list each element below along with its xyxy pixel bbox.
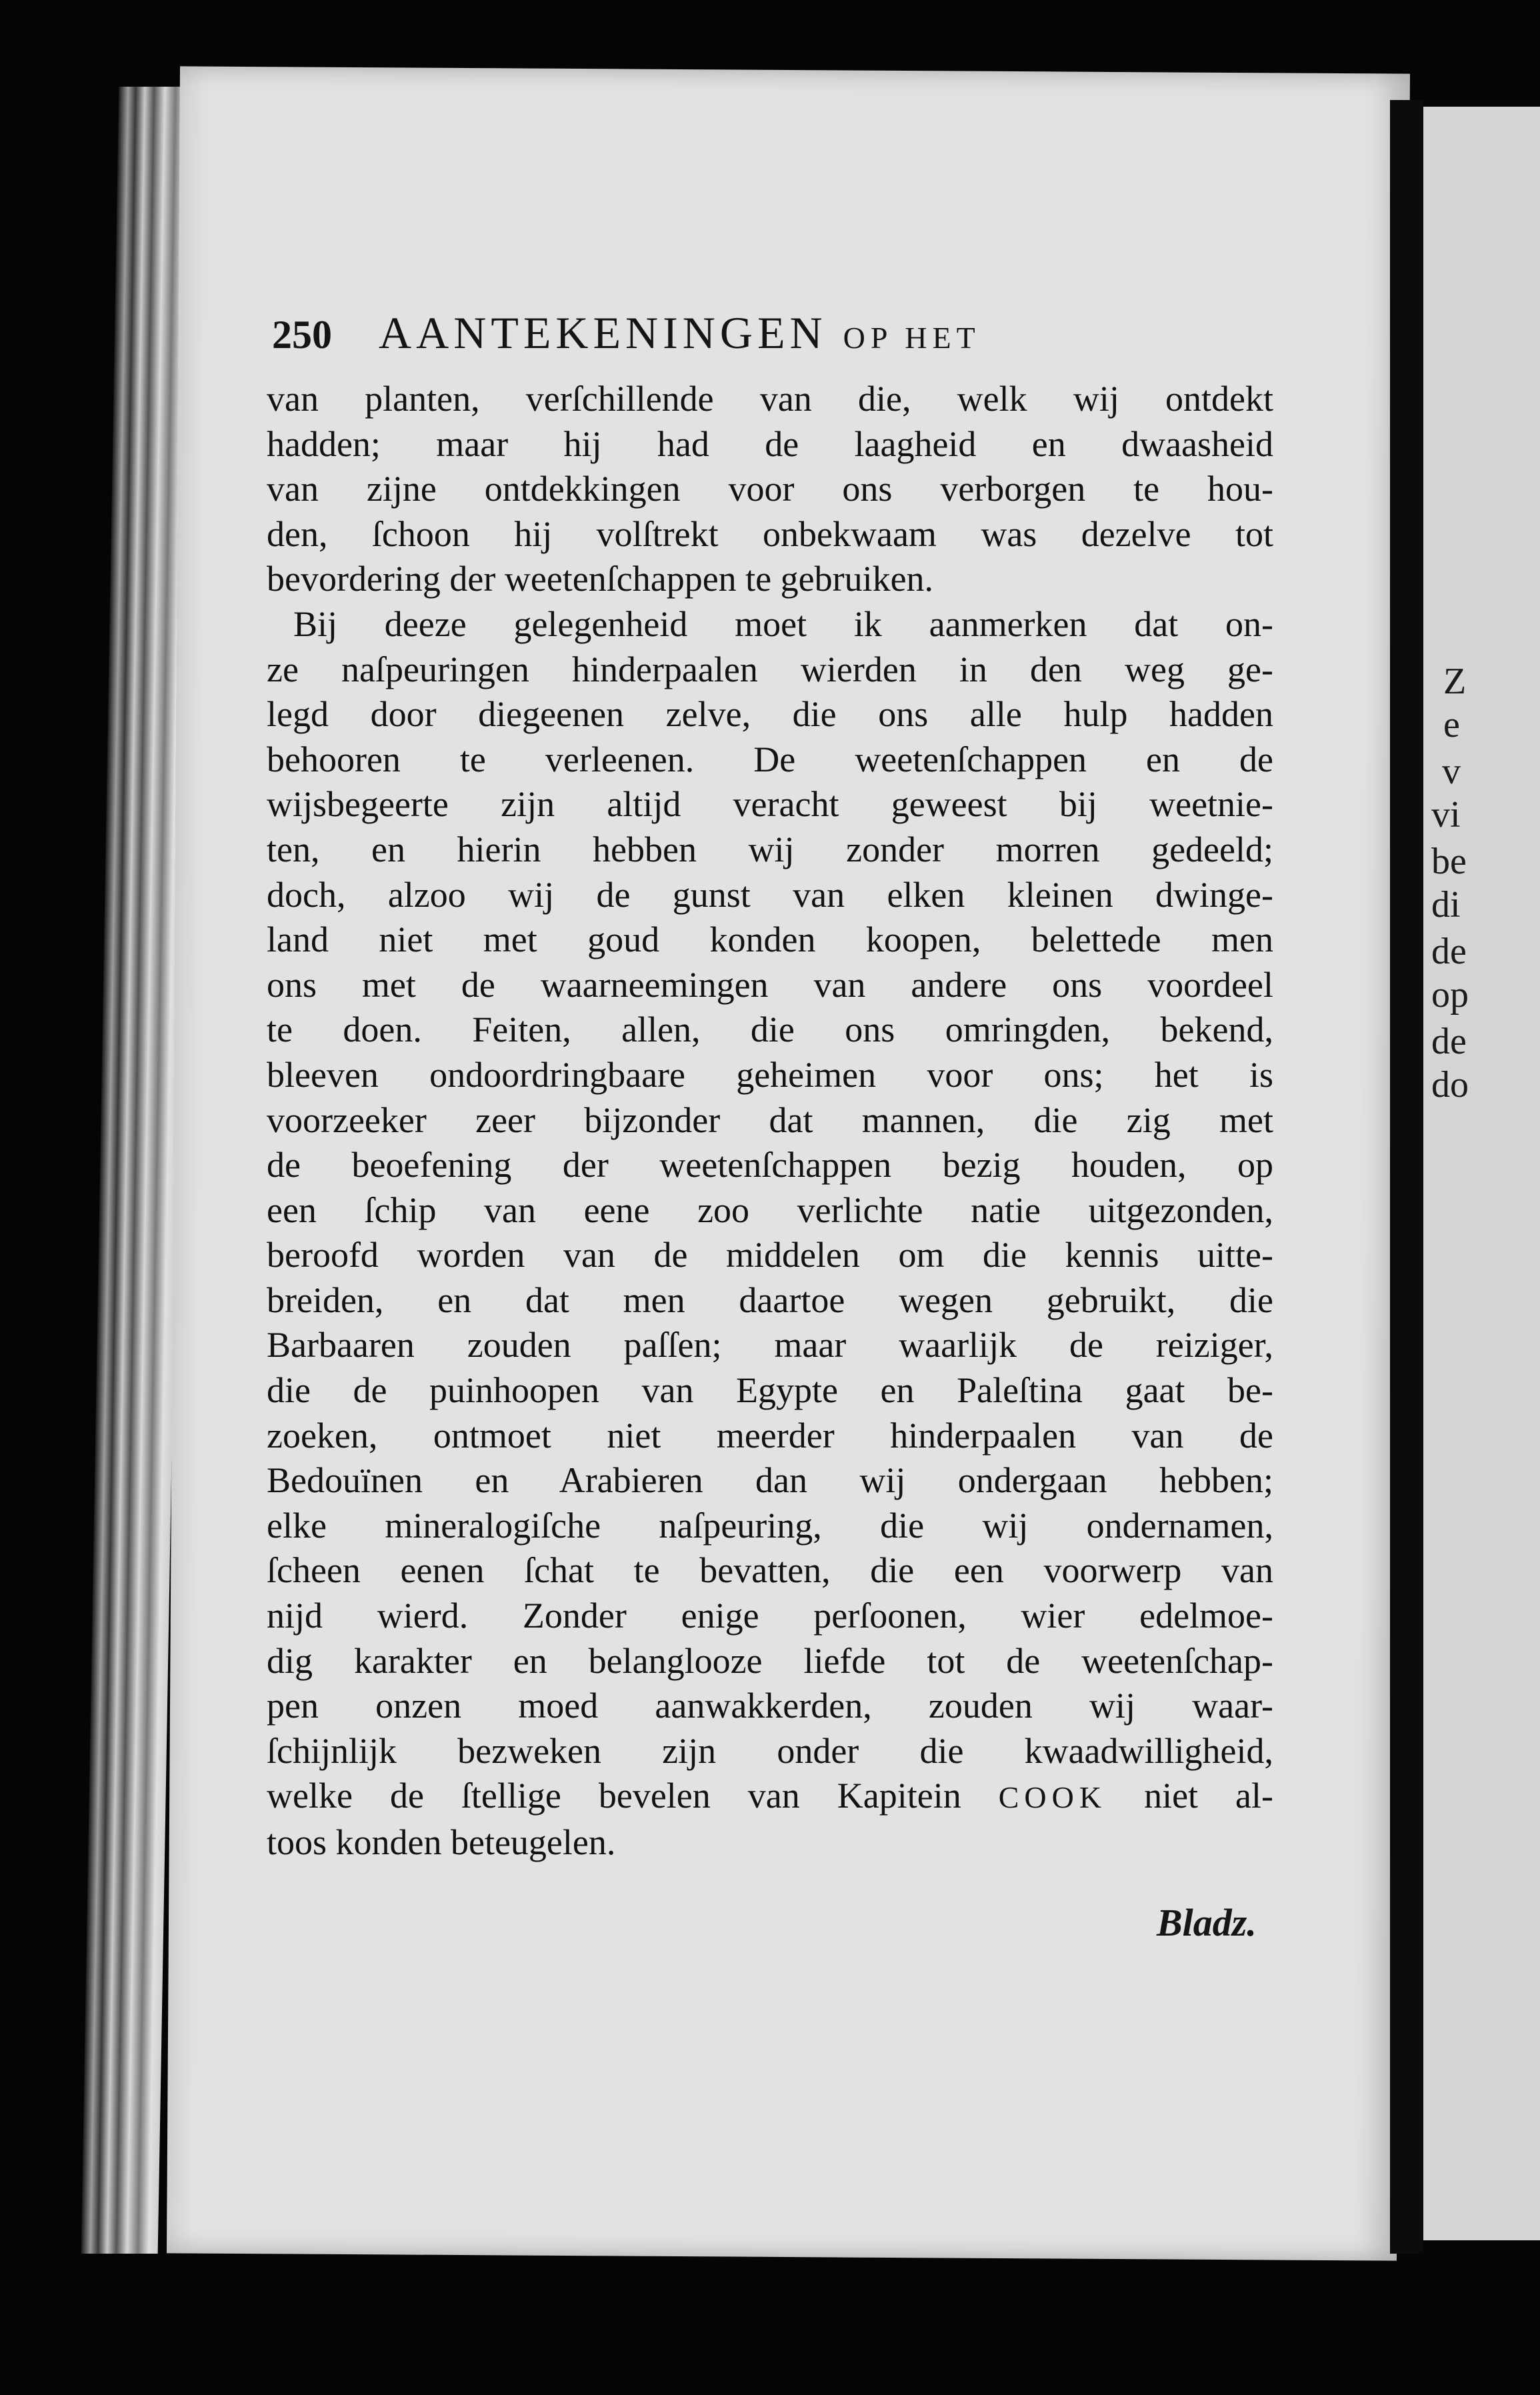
facing-page-fragment: do	[1431, 1064, 1469, 1105]
text-line: van zijne ontdekkingen voor ons verborgen te hou-	[267, 469, 1273, 509]
facing-page-fragment: op	[1431, 974, 1469, 1015]
facing-page-fragment: de	[1431, 931, 1467, 972]
cook-name: COOK	[998, 1780, 1107, 1815]
facing-page-fragment: de	[1431, 1021, 1467, 1062]
text-line: den, ſchoon hij volſtrekt onbekwaam was dezelve tot	[267, 513, 1273, 554]
text-line: wijsbegeerte zijn altijd veracht geweest bij weetnie-	[267, 784, 1273, 825]
text-line: ons met de waarneemingen van andere ons voordeel	[267, 964, 1273, 1005]
text-line: de beoefening der weetenſchappen bezig houden, op	[267, 1145, 1273, 1185]
text-line: hadden; maar hij had de laagheid en dwaasheid	[267, 423, 1273, 464]
text-line: Barbaaren zouden paſſen; maar waarlijk de reiziger,	[267, 1325, 1273, 1366]
text-line: pen onzen moed aanwakkerden, zouden wij waar-	[267, 1686, 1273, 1726]
facing-page-fragment: be	[1431, 841, 1467, 882]
facing-page-fragment: vi	[1431, 794, 1461, 835]
text-line: elke mineralogiſche naſpeuring, die wij ondernamen,	[267, 1505, 1273, 1546]
text-line: toos konden beteugelen.	[267, 1822, 616, 1862]
facing-page-fragment: v	[1442, 751, 1461, 792]
catchword: Bladz.	[1157, 1901, 1257, 1944]
text-line: behooren te verleenen. De weetenſchappen en de	[267, 739, 1273, 779]
facing-page	[1423, 107, 1540, 2240]
text-line: ſcheen eenen ſchat te bevatten, die een voorwerp van	[267, 1550, 1273, 1591]
book-gutter	[1390, 100, 1423, 2254]
text-line: zoeken, ontmoet niet meerder hinderpaalen van de	[267, 1415, 1273, 1456]
text-line: Bij deeze gelegenheid moet ik aanmerken dat on-	[293, 603, 1273, 644]
running-head	[272, 300, 1165, 373]
text-line: dig karakter en belanglooze liefde tot de weetenſchap-	[267, 1640, 1273, 1681]
text-line: ze naſpeuringen hinderpaalen wierden in den weg ge-	[267, 649, 1273, 689]
text-line: welke de ſtellige bevelen van Kapitein COOK niet al-	[267, 1776, 1274, 1816]
text-line: die de puinhoopen van Egypte en Paleſtina gaat be-	[267, 1370, 1273, 1411]
text-line: breiden, en dat men daartoe wegen gebruikt, die	[267, 1280, 1273, 1320]
facing-page-fragment: Z	[1443, 661, 1467, 702]
body-text	[267, 377, 1273, 1866]
text-line: land niet met goud konden koopen, belettede men	[267, 919, 1273, 960]
text-line: bleeven ondoordringbaare geheimen voor ons; het is	[267, 1054, 1273, 1095]
text-line: ſchijnlijk bezweken zijn onder die kwaadwilligheid,	[267, 1730, 1273, 1771]
text-line: te doen. Feiten, allen, die ons omringden, bekend,	[267, 1009, 1273, 1050]
running-title: AANTEKENINGEN OP HET	[379, 307, 981, 358]
running-title-suffix: OP HET	[843, 321, 981, 355]
facing-page-fragment: di	[1431, 884, 1461, 925]
facing-page-fragment: e	[1443, 704, 1460, 745]
text-line: Bedouïnen en Arabieren dan wij ondergaan hebben;	[267, 1460, 1273, 1501]
text-line: legd door diegeenen zelve, die ons alle hulp hadden	[267, 694, 1273, 735]
text-line: voorzeeker zeer bijzonder dat mannen, die zig met	[267, 1099, 1273, 1140]
text-line: beroofd worden van de middelen om die kennis uitte-	[267, 1235, 1273, 1276]
text-line: bevordering der weetenſchappen te gebruiken.	[267, 559, 934, 599]
page-number: 250	[272, 313, 332, 357]
text-line: doch, alzoo wij de gunst van elken kleinen dwinge-	[267, 874, 1273, 915]
text-line: ten, en hierin hebben wij zonder morren gedeeld;	[267, 829, 1273, 869]
text-line: een ſchip van eene zoo verlichte natie uitgezonden,	[267, 1189, 1273, 1230]
text-line: van planten, verſchillende van die, welk wij ontdekt	[267, 379, 1273, 419]
text-line: nijd wierd. Zonder enige perſoonen, wier edelmoe-	[267, 1596, 1273, 1636]
